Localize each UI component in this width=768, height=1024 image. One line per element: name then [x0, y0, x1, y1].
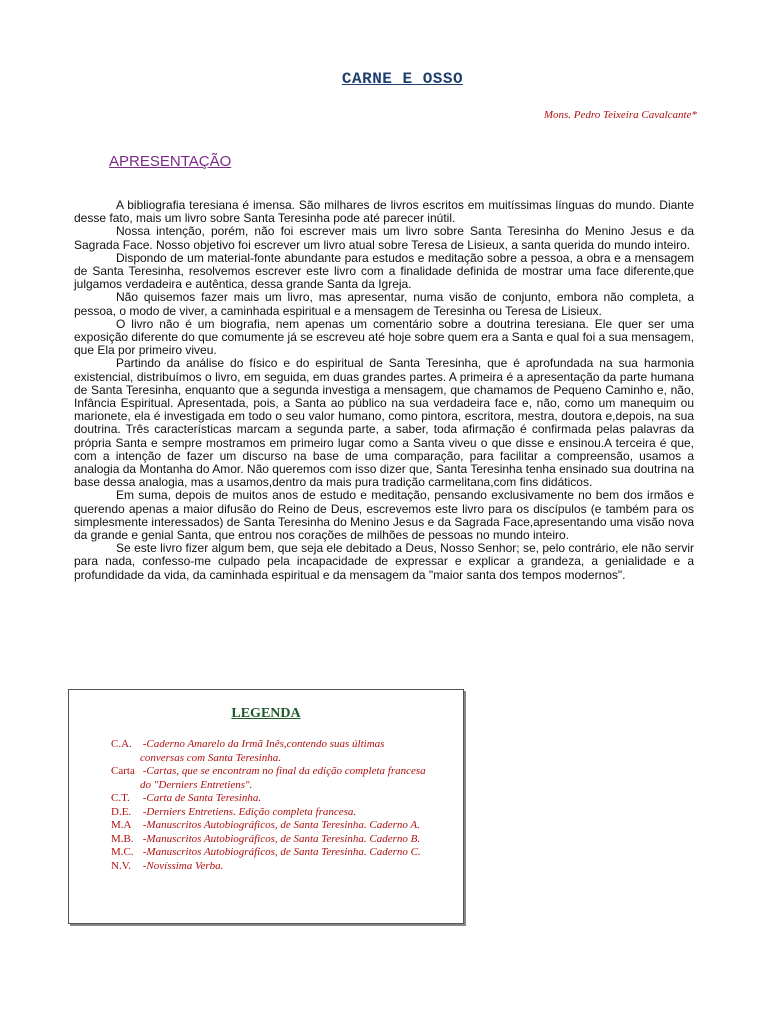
legend-description: -Cartas, que se encontram no final da edição completa francesa do "Derniers Entretiens". [140, 765, 426, 791]
legend-abbr: M.B. [111, 832, 134, 845]
legend-description: -Carta de Santa Teresinha. [142, 792, 262, 804]
legend-description: -Manuscritos Autobiográficos, de Santa Teresinha. Caderno A. [142, 819, 420, 831]
legend-item [111, 819, 431, 833]
body-text [74, 199, 694, 582]
legend-title: LEGENDA [231, 706, 301, 721]
paragraph: Partindo da análise do físico e do espiritual de Santa Teresinha, que é aprofundada na sua harmonia existencial, distribuímos o livro, em seguida, em duas grandes partes. A primeira é a apresentação da parte humana de Santa Teresinha, enquanto que a segunda investiga a mensagem, que chamamos de Pequeno Caminho e, não, Infância Espiritual. Apresentada, pois, a Santa ao público na sua verdadeira face e, não, como um manequim ou marionete, ela é investigada em todo o seu valor humano, como pintora, escritora, mestra, doutora e,depois, na sua doutrina. Três características marcam a segunda parte, a saber, toda afirmação é confirmada pelas palavras da própria Santa e sempre mostramos em primeiro lugar como a Santa viveu o que disse e ensinou.A terceira é que, com a intenção de fazer um discurso na base de uma comparação, para facilitar a compreensão, usamos a analogia da Montanha do Amor. Não queremos com isso dizer que, Santa Teresinha tenha ensinado sua doutrina na base dessa analogia, mas a usamos,dentro da mais pura tradição carmelitana,com fins didáticos. [74, 356, 694, 490]
paragraph: A bibliografia teresiana é imensa. São milhares de livros escritos em muitíssimas línguas do mundo. Diante desse fato, mais um livro sobre Santa Teresinha pode até parecer inútil. [74, 198, 694, 226]
paragraph: Não quisemos fazer mais um livro, mas apresentar, numa visão de conjunto, embora não completa, a pessoa, o modo de viver, a caminhada espiritual e a mensagem de Teresinha ou Teresa de Lisieux. [74, 290, 694, 318]
legend-description: -Manuscritos Autobiográficos, de Santa Teresinha. Caderno C. [142, 846, 421, 858]
legend-abbr: M.A [111, 819, 132, 831]
legend-box [68, 689, 464, 924]
legend-description: -Novíssima Verba. [142, 859, 224, 872]
legend-item [111, 860, 431, 874]
legend-list [111, 738, 431, 873]
legend-abbr: N.V. [111, 859, 131, 872]
legend-abbr: C.T. [111, 792, 130, 804]
paragraph: O livro não é um biografia, nem apenas um comentário sobre a doutrina teresiana. Ele quer ser uma exposição diferente do que comumente já se escreveu até hoje sobre quem era a Santa e qual foi a sua mensagem, que Ela por primeiro viveu. [74, 316, 694, 358]
legend-item [111, 792, 431, 806]
paragraph: Se este livro fizer algum bem, que seja ele debitado a Deus, Nosso Senhor; se, pelo contrário, ele não servir para nada, confesso-me culpado pela incapacidade de expressar e explicar a grandeza, a genialidade e a profundidade da vida, da caminhada espiritual e da mensagem da "maior santa dos tempos modernos". [74, 541, 694, 582]
legend-abbr: C.A. [111, 738, 132, 750]
legend-description: -Derniers Entretiens. Edição completa francesa. [142, 805, 357, 818]
legend-description: -Manuscritos Autobiográficos, de Santa Teresinha. Caderno B. [142, 832, 421, 845]
legend-abbr: D.E. [111, 805, 132, 818]
legend-item [111, 806, 431, 820]
legend-item [111, 765, 431, 792]
document-title: CARNE E OSSO [341, 70, 464, 88]
legend-item [111, 833, 431, 847]
legend-abbr: M.C. [111, 846, 134, 858]
paragraph: Dispondo de um material-fonte abundante para estudos e meditação sobre a pessoa, a obra e a mensagem de Santa Teresinha, resolvemos escrever este livro com a finalidade definida de mostrar uma face diferente,que julgamos verdadeira e autêntica, dessa grande Santa da Igreja. [74, 250, 694, 292]
section-heading: APRESENTAÇÃO [109, 153, 232, 170]
paragraph: Nossa intenção, porém, não foi escrever mais um livro sobre Santa Teresinha do Menino Jesus e da Sagrada Face. Nosso objetivo foi escrever um livro atual sobre Teresa de Lisieux, a santa querida do mundo inteiro. [74, 224, 694, 252]
paragraph: Em suma, depois de muitos anos de estudo e meditação, pensando exclusivamente no bem dos irmãos e querendo apenas a maior difusão do Reino de Deus, escrevemos este livro para os discípulos (e também para os simplesmente interessados) de Santa Teresinha do Menino Jesus e da Sagrada Face,apresentando uma visão nova da grande e genial Santa, que entrou nos corações de milhões de pessoas no mundo inteiro. [74, 488, 694, 543]
author-line: Mons. Pedro Teixeira Cavalcante* [543, 109, 697, 121]
legend-description: -Caderno Amarelo da Irmã Inês,contendo suas últimas conversas com Santa Teresinha. [140, 738, 385, 764]
legend-item [111, 738, 431, 765]
legend-item [111, 846, 431, 860]
legend-abbr: Carta [111, 765, 135, 777]
